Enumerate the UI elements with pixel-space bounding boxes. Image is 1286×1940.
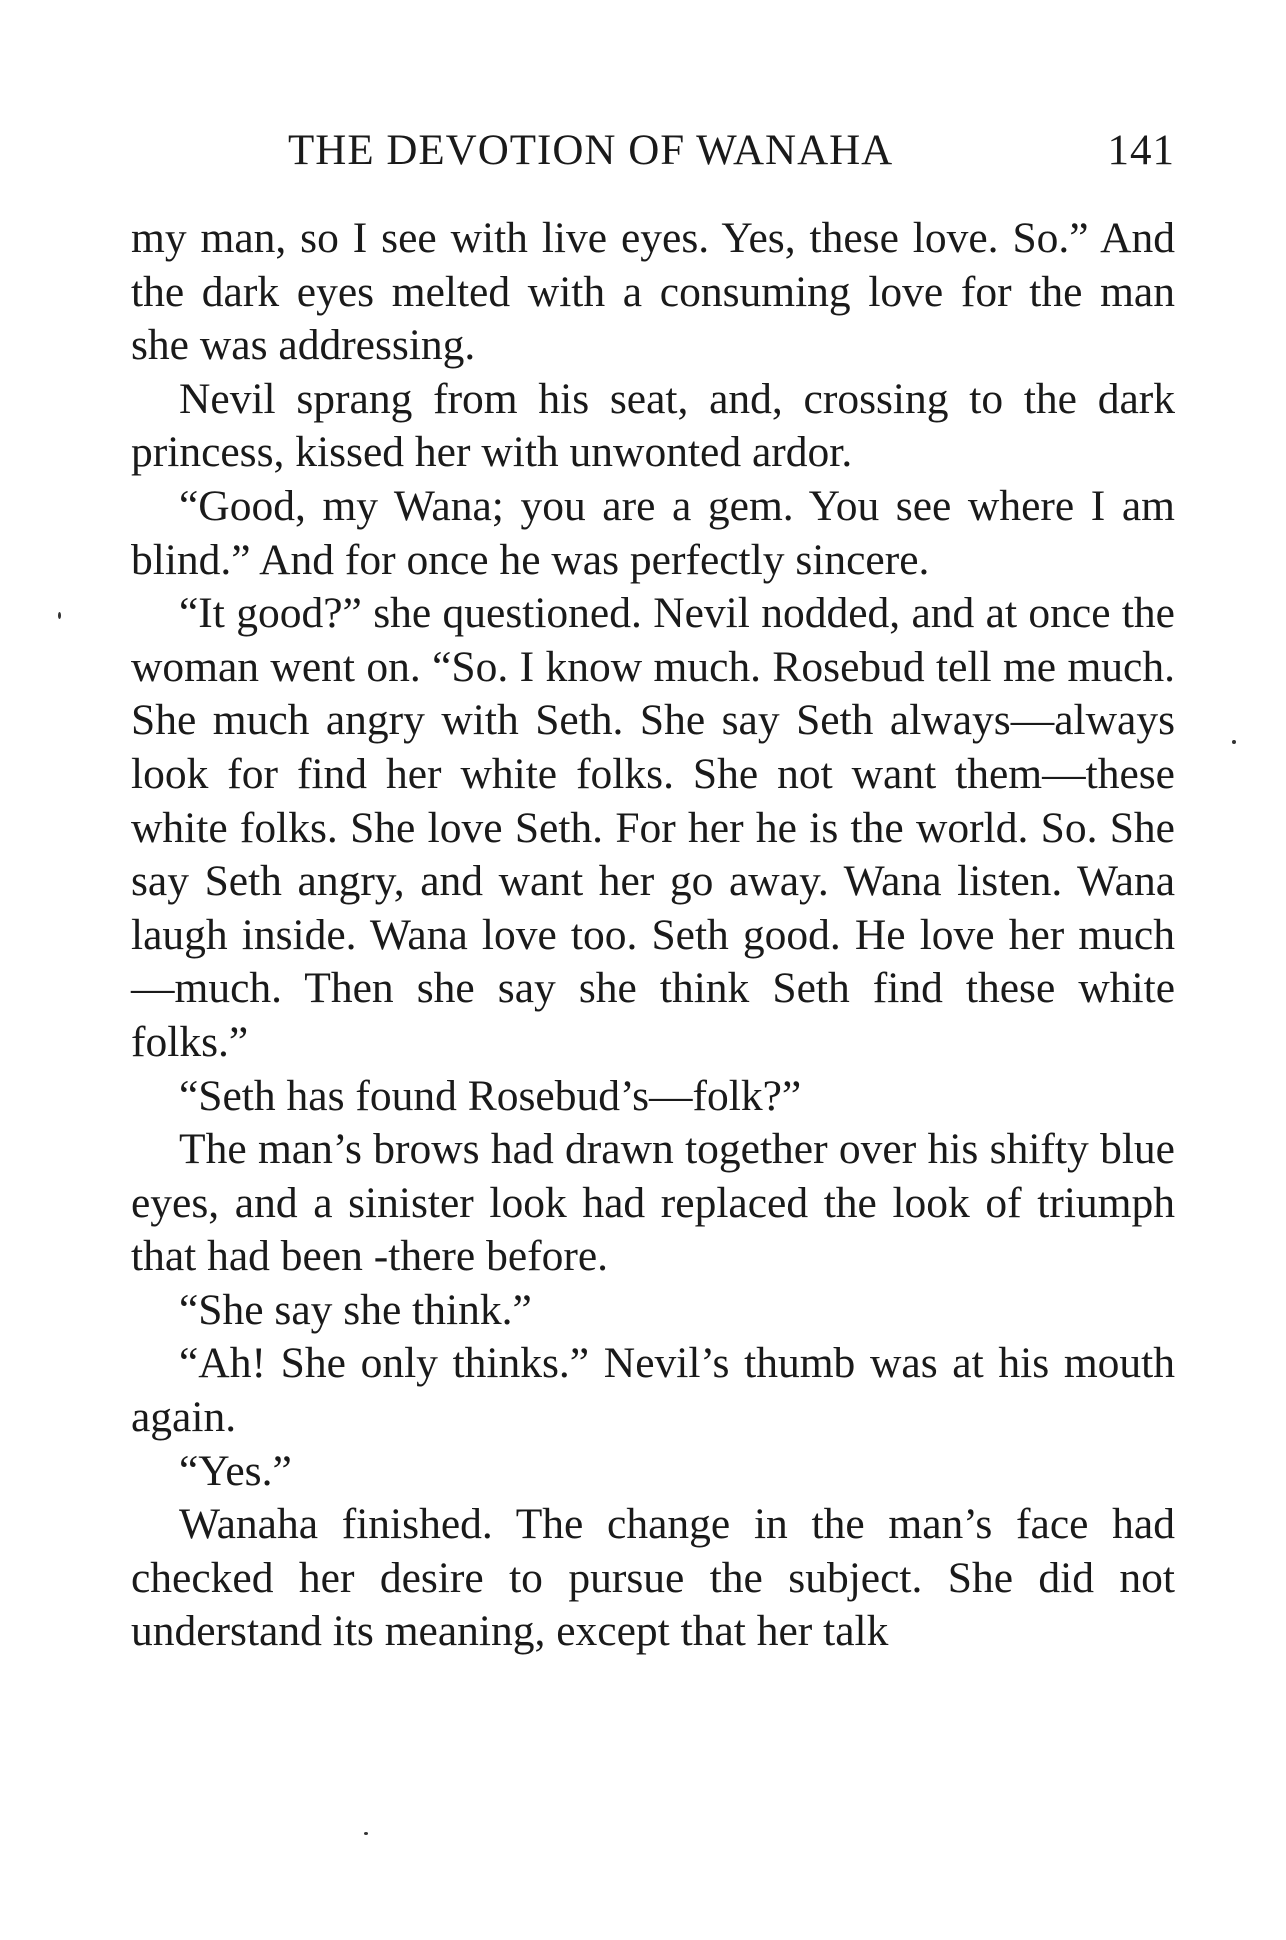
paragraph: Nevil sprang from his seat, and, crossing to the dark princess, kissed her with unwonted ardor. — [131, 374, 1175, 477]
body-text — [131, 212, 1175, 1659]
paragraph: “Good, my Wana; you are a gem. You see where I am blind.” And for once he was perfectly sincere. — [131, 481, 1175, 584]
running-head — [133, 126, 1175, 176]
paragraph: “Ah! She only thinks.” Nevil’s thumb was at his mouth again. — [131, 1339, 1175, 1442]
paragraph: The man’s brows had drawn together over his shifty blue eyes, and a sinister look had replaced the look of triumph that had been -there before. — [131, 1125, 1175, 1281]
paragraph: “It good?” she questioned. Nevil nodded, and at once the woman went on. “So. I know much. Rosebud tell me much. She much angry with Seth. She say Seth always—always look for find her white folks. She not want them—these white folks. She love Seth. For her he is the world. So. She say Seth angry, and want her go away. Wana listen. Wana laugh inside. Wana love too. Seth good. He love her much—much. Then she say she think Seth find these white folks.” — [131, 589, 1175, 1066]
paragraph: “She say she think.” — [179, 1285, 532, 1334]
paragraph: “Seth has found Rosebud’s—folk?” — [179, 1071, 802, 1120]
ink-speck — [58, 612, 61, 619]
paragraph: Wanaha finished. The change in the man’s face had checked her desire to pursue the subject. She did not understand its meaning, except that her talk — [131, 1500, 1175, 1656]
paragraph: “Yes.” — [179, 1446, 292, 1495]
ink-speck — [1232, 740, 1236, 744]
chapter-title: THE DEVOTION OF WANAHA — [288, 127, 894, 174]
ink-speck — [364, 1832, 368, 1835]
page-number: 141 — [1107, 127, 1175, 174]
paragraph: my man, so I see with live eyes. Yes, these love. So.” And the dark eyes melted with a consuming love for the man she was addressing. — [131, 214, 1175, 370]
